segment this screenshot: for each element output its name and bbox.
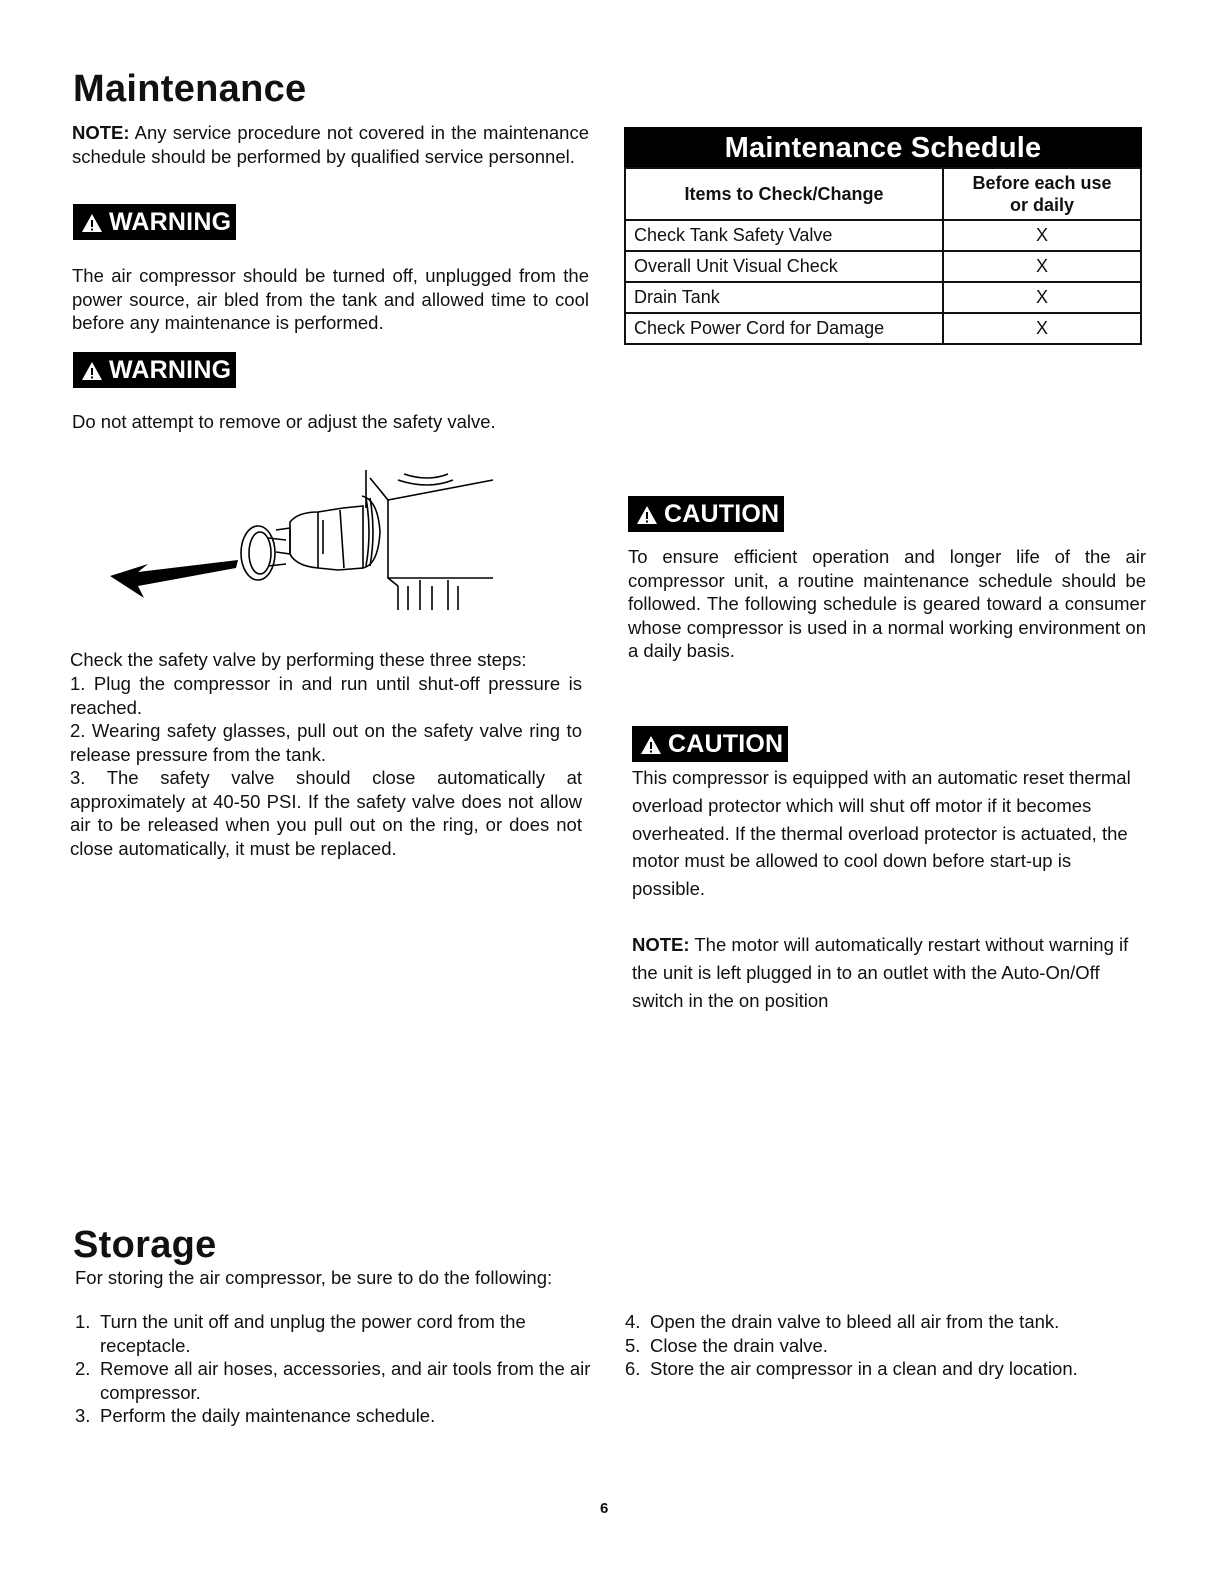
caution-label-2: CAUTION (668, 730, 784, 758)
schedule-mark: X (943, 251, 1141, 282)
note-text: Any service procedure not covered in the maintenance schedule should be performed by qualified service personnel. (72, 122, 589, 167)
warning-text-2: Do not attempt to remove or adjust the safety valve. (72, 411, 496, 432)
caution-label-1: CAUTION (664, 500, 780, 528)
list-item: 4. Open the drain valve to bleed all air from the tank. (625, 1311, 1060, 1332)
warning-badge-1 (73, 204, 236, 240)
note-label: NOTE: (72, 122, 130, 143)
schedule-item: Check Tank Safety Valve (625, 220, 943, 251)
schedule-item: Check Power Cord for Damage (625, 313, 943, 344)
storage-list-left (73, 1310, 593, 1428)
caution-note (632, 931, 1142, 1014)
maintenance-title: Maintenance (73, 68, 307, 110)
list-item: 5. Close the drain valve. (625, 1334, 828, 1356)
schedule-mark: X (943, 220, 1141, 251)
list-item: 2. Remove all air hoses, accessories, and air tools from the air compressor. (75, 1358, 591, 1403)
schedule-title: Maintenance Schedule (624, 127, 1142, 167)
table-row (625, 251, 1141, 282)
maintenance-note (72, 121, 589, 168)
caution-triangle-icon (636, 505, 658, 525)
list-item: 1. Turn the unit off and unplug the power cord from the receptacle. (75, 1311, 526, 1356)
warning-label-2: WARNING (109, 356, 232, 384)
caution-text-2: This compressor is equipped with an automatic reset thermal overload protector which will shut off motor if it becomes overheated. If the thermal overload protector is actuated, the motor must be allowed to cool down before start-up is possible. (632, 767, 1131, 900)
step-2: 2. Wearing safety glasses, pull out on the safety valve ring to release pressure from the tank. (70, 720, 582, 765)
schedule-item: Drain Tank (625, 282, 943, 313)
table-row (625, 220, 1141, 251)
steps-list (70, 672, 582, 860)
caution-note-text: The motor will automatically restart without warning if the unit is left plugged in to an outlet with the Auto-On/Off switch in the on position (632, 934, 1129, 1011)
caution-badge-1 (628, 496, 784, 532)
warning-text-1: The air compressor should be turned off, unplugged from the power source, air bled from the tank and allowed time to cool before any maintenance is performed. (72, 265, 589, 333)
warning-badge-2 (73, 352, 236, 388)
step-1: 1. Plug the compressor in and run until shut-off pressure is reached. (70, 673, 582, 718)
steps-intro: Check the safety valve by performing these three steps: (70, 649, 527, 670)
storage-intro: For storing the air compressor, be sure to do the following: (75, 1267, 553, 1288)
warning-triangle-icon (81, 361, 103, 381)
schedule-mark: X (943, 313, 1141, 344)
storage-title: Storage (73, 1224, 217, 1266)
caution-text-1: To ensure efficient operation and longer life of the air compressor unit, a routine maintenance schedule should be followed. The following schedule is geared toward a consumer whose compressor is used in a normal working environment on a daily basis. (628, 546, 1146, 661)
step-3: 3. The safety valve should close automatically at approximately at 40-50 PSI. If the safety valve does not allow air to be released when you pull out on the ring, or does not close automatically, it must be replaced. (70, 767, 582, 859)
list-item: 3. Perform the daily maintenance schedule. (75, 1405, 436, 1426)
caution-note-label: NOTE: (632, 934, 690, 955)
maintenance-schedule-table (624, 127, 1142, 345)
safety-valve-illustration (108, 468, 508, 618)
schedule-item: Overall Unit Visual Check (625, 251, 943, 282)
caution-badge-2 (632, 726, 788, 762)
warning-triangle-icon (81, 213, 103, 233)
table-row (625, 282, 1141, 313)
list-item: 6. Store the air compressor in a clean and dry location. (625, 1358, 1078, 1379)
warning-label-1: WARNING (109, 208, 232, 236)
storage-list-right (623, 1310, 1163, 1381)
schedule-col-items: Items to Check/Change (625, 168, 943, 220)
schedule-col-frequency: Before each use or daily (943, 168, 1141, 220)
caution-triangle-icon (640, 735, 662, 755)
page-number: 6 (600, 1500, 609, 1517)
schedule-mark: X (943, 282, 1141, 313)
table-row (625, 313, 1141, 344)
